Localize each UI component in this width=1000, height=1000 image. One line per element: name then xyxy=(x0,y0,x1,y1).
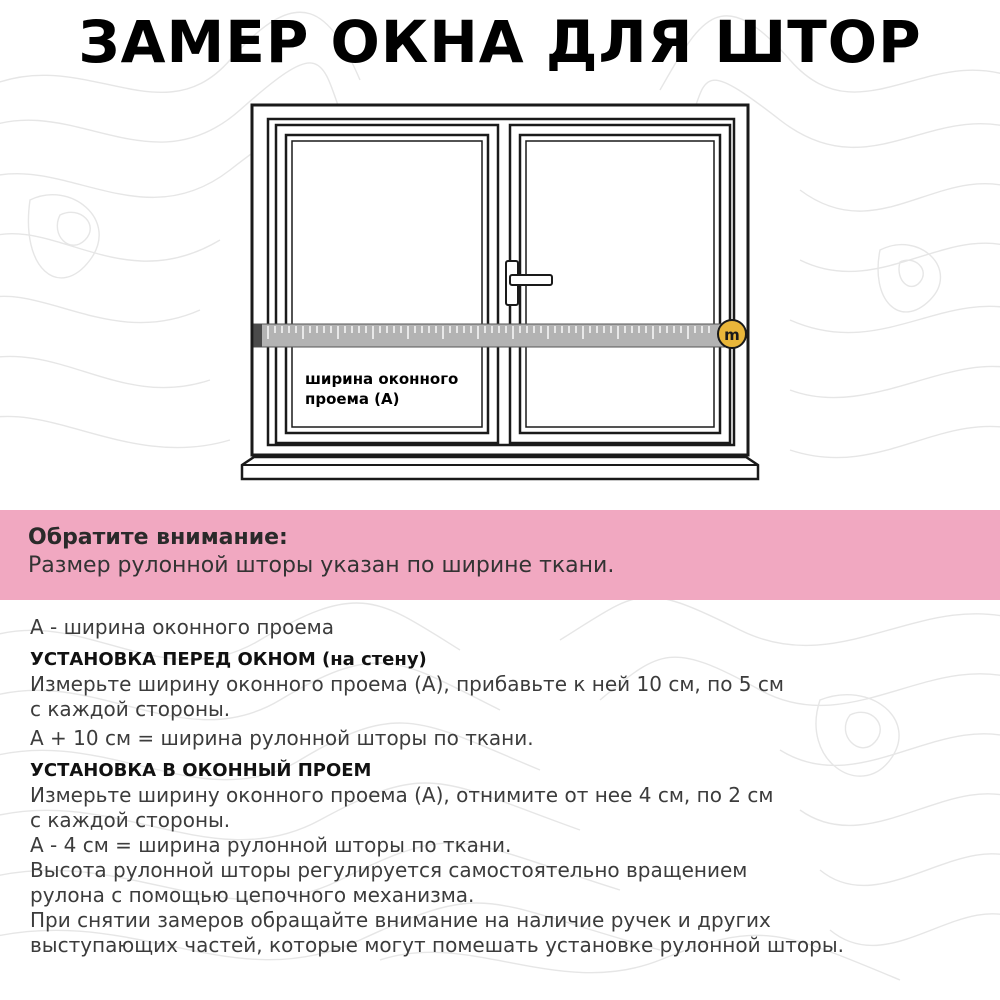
window-sill xyxy=(242,457,758,479)
section-wall-line-1: Измерьте ширину оконного проема (А), прибавьте к ней 10 см, по 5 см xyxy=(30,672,784,696)
instructions xyxy=(30,615,980,958)
section-opening-note-4: выступающих частей, которые могут помешать установке рулонной шторы. xyxy=(30,933,844,957)
window-illustration xyxy=(240,95,760,490)
section-wall-formula: А + 10 см = ширина рулонной шторы по ткани. xyxy=(30,726,534,750)
section-opening-line-2: с каждой стороны. xyxy=(30,808,231,832)
page-title: ЗАМЕР ОКНА ДЛЯ ШТОР xyxy=(78,8,922,76)
section-opening-formula: А - 4 см = ширина рулонной шторы по ткани. xyxy=(30,833,512,857)
tape-brand-badge xyxy=(718,320,746,348)
section-wall-heading: УСТАНОВКА ПЕРЕД ОКНОМ (на стену) xyxy=(30,649,427,670)
caption-line-1: ширина оконного xyxy=(305,370,459,388)
section-wall-line-2: с каждой стороны. xyxy=(30,697,231,721)
section-opening-note-3: При снятии замеров обращайте внимание на наличие ручек и других xyxy=(30,908,771,932)
window-frame xyxy=(242,105,758,479)
notice-title: Обратите внимание: xyxy=(28,525,288,550)
section-opening-note-1: Высота рулонной шторы регулируется самостоятельно вращением xyxy=(30,858,748,882)
section-opening-heading: УСТАНОВКА В ОКОННЫЙ ПРОЕМ xyxy=(30,760,372,781)
caption-line-2: проема (А) xyxy=(305,390,400,408)
window-width-caption xyxy=(305,369,505,409)
measuring-tape xyxy=(254,324,734,347)
notice-text: Размер рулонной шторы указан по ширине ткани. xyxy=(28,553,615,578)
legend-a: А - ширина оконного проема xyxy=(30,615,334,639)
right-glass-inner xyxy=(526,141,714,427)
section-opening-line-1: Измерьте ширину оконного проема (А), отнимите от нее 4 см, по 2 см xyxy=(30,783,774,807)
section-opening-note-2: рулона с помощью цепочного механизма. xyxy=(30,883,475,907)
badge-letter: m xyxy=(724,326,740,344)
